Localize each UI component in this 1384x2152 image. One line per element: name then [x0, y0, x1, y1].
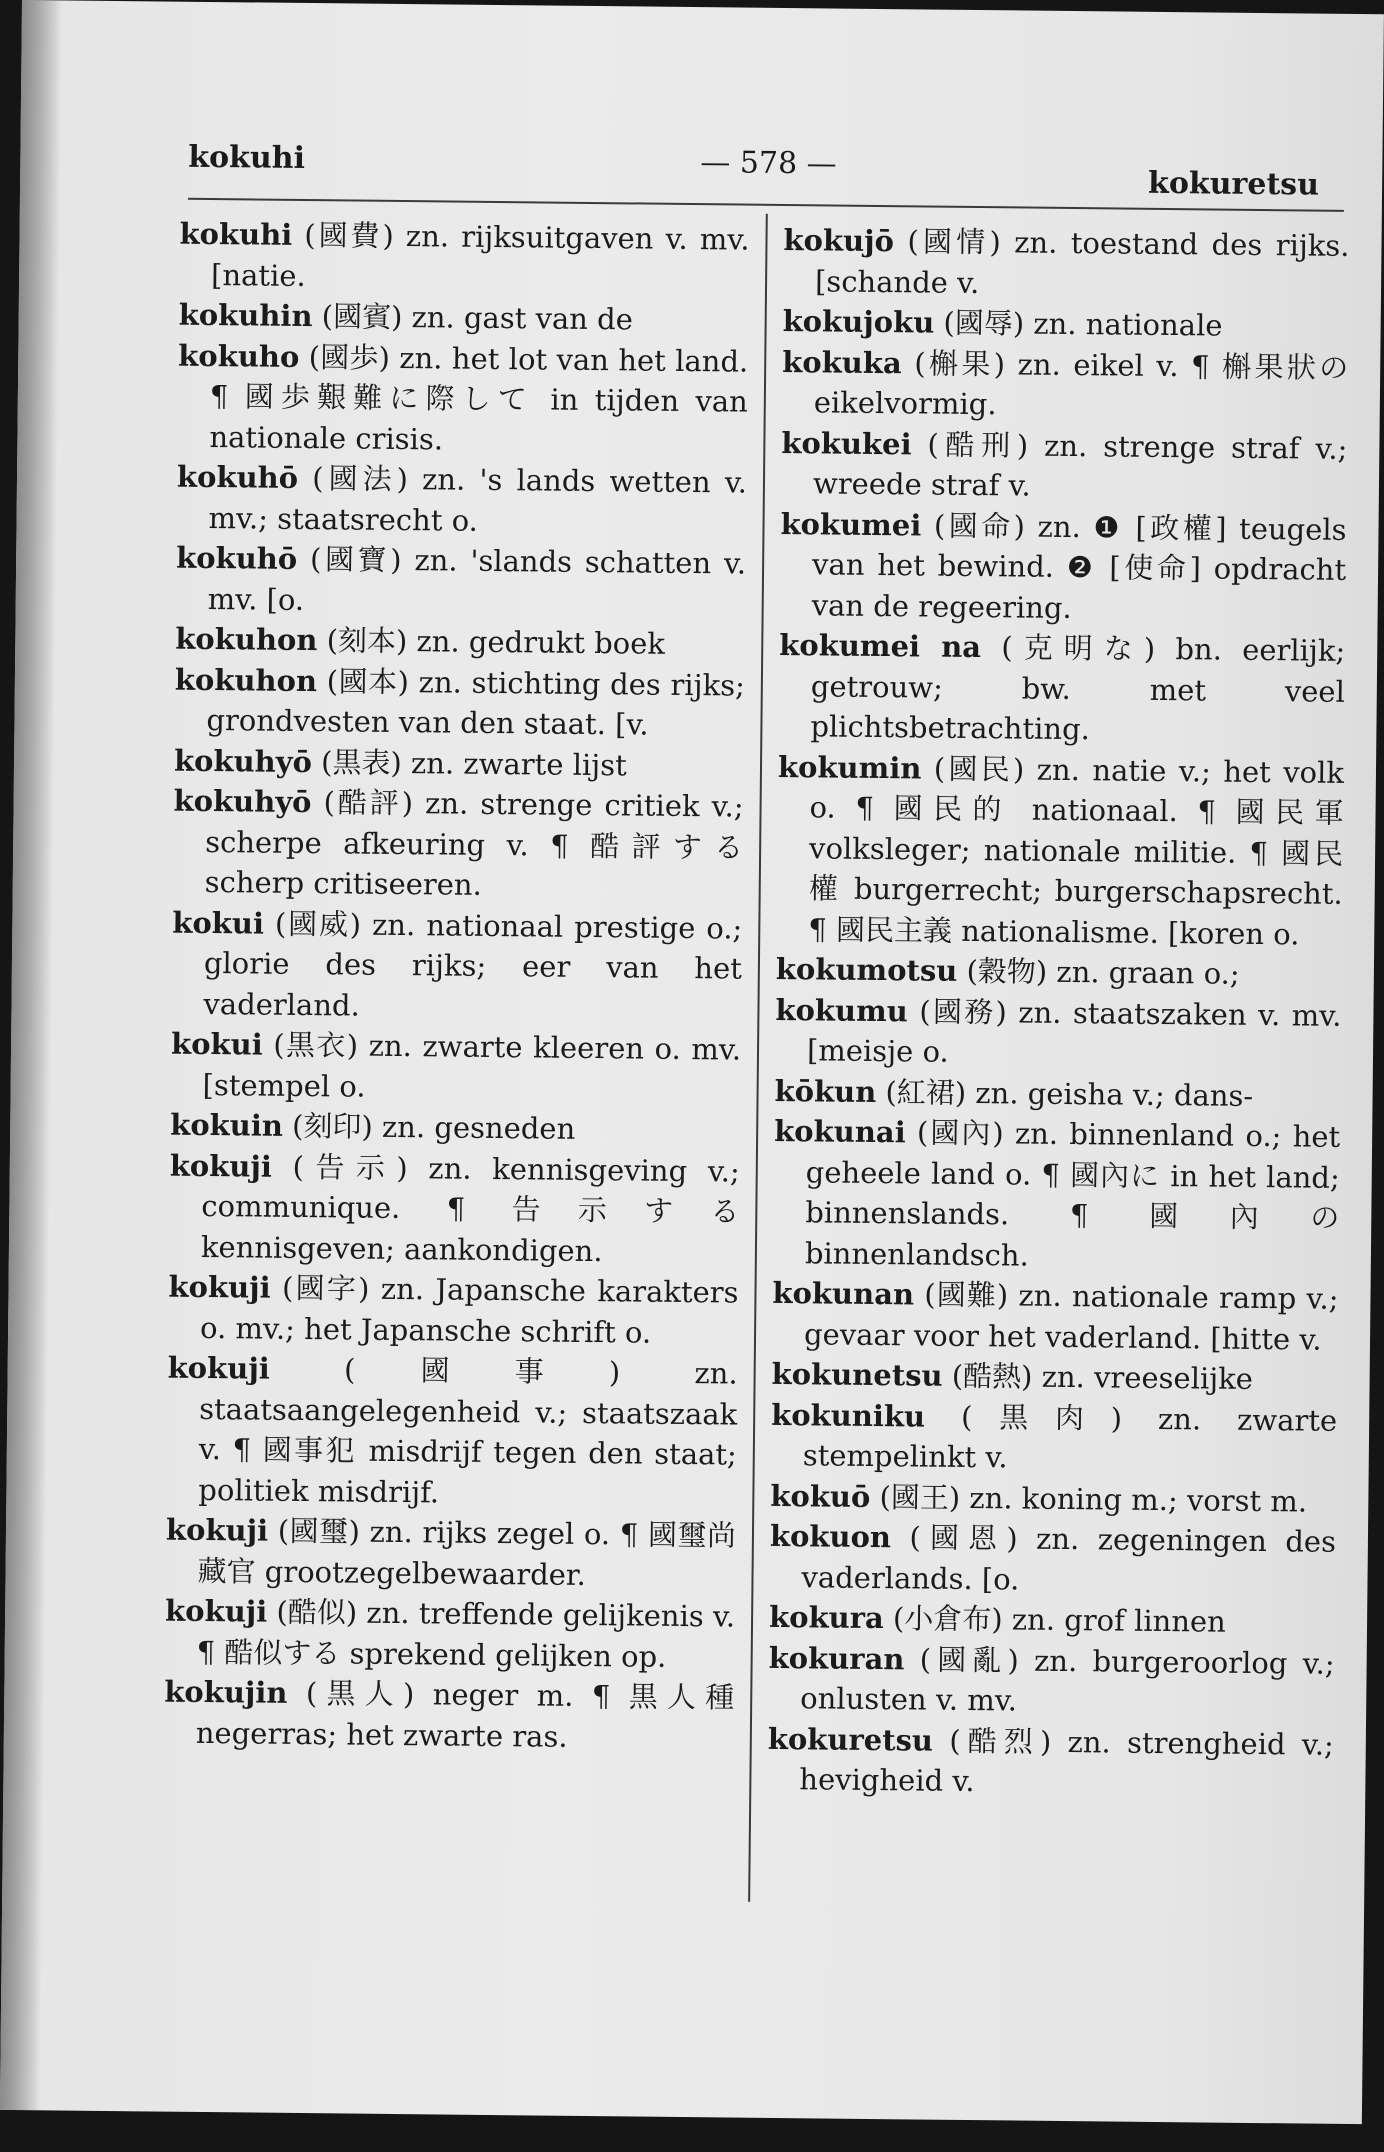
entry-definition: (黒人) neger m. ¶ 黒人種 negerras; het zwarte ras. — [195, 1675, 735, 1754]
entry-definition: (國亂) zn. burgeroorlog v.; onlusten v. mv. — [800, 1641, 1335, 1718]
entry-definition: (小倉布) zn. grof linnen — [883, 1601, 1226, 1639]
dictionary-entry — [773, 1111, 1341, 1279]
entry-definition: (國王) zn. koning m.; vorst m. — [870, 1479, 1308, 1519]
entry-headword: kokui — [170, 1026, 263, 1062]
dictionary-entry — [769, 1516, 1336, 1603]
entry-headword: kokumei — [780, 506, 922, 542]
entry-headword: kokuniku — [771, 1397, 926, 1434]
entry-headword: kokuji — [164, 1593, 268, 1629]
dictionary-entry — [772, 1273, 1339, 1360]
dictionary-entry — [768, 1637, 1335, 1724]
entry-headword: kokuhon — [174, 662, 318, 698]
dictionary-entry — [169, 1145, 740, 1272]
right-column — [767, 220, 1350, 1805]
dictionary-entry — [175, 619, 745, 665]
entry-definition: (酷烈) zn. strengheid v.; hevigheid v. — [799, 1723, 1334, 1799]
left-column — [164, 214, 750, 1759]
dictionary-entry — [782, 341, 1349, 428]
entry-definition: (穀物) zn. graan o.; — [957, 953, 1240, 991]
entry-headword: kokunetsu — [771, 1356, 943, 1393]
entry-definition: (黒肉) zn. zwarte stempelinkt v. — [802, 1399, 1338, 1475]
entry-headword: kokui — [172, 905, 265, 941]
entry-definition: (酷熱) zn. vreeselijke — [942, 1358, 1254, 1396]
entry-definition: (國務) zn. staatszaken v. mv. [meisje o. — [806, 993, 1342, 1069]
entry-headword: kokunan — [772, 1275, 915, 1312]
entry-headword: kokuho — [178, 338, 300, 374]
entry-definition: (國賓) zn. gast van de — [312, 299, 634, 337]
entry-headword: kokuhin — [178, 297, 313, 334]
entry-definition: (黒表) zn. zwarte lijst — [311, 744, 627, 782]
right-running-headword: kokuretsu — [1147, 165, 1320, 203]
entry-headword: kokumu — [775, 992, 909, 1028]
dictionary-entry — [164, 1672, 735, 1759]
entry-headword: kokumotsu — [775, 951, 958, 988]
entry-headword: kokuji — [167, 1350, 270, 1386]
dictionary-entry — [177, 335, 748, 462]
dictionary-entry — [165, 1510, 736, 1597]
entry-headword: kokuhi — [179, 216, 293, 252]
dictionary-entry — [775, 989, 1342, 1076]
entry-definition: (國難) zn. nationale ramp v.; gevaar voor het vaderland. [hitte v. — [803, 1277, 1339, 1357]
entry-definition: (國法) zn. 's lands wetten v. mv.; staatsrecht o. — [208, 460, 748, 538]
dictionary-entry — [176, 457, 747, 544]
entry-headword: kokuretsu — [767, 1721, 934, 1758]
entry-definition: (國情) zn. toestand des rijks. [schande v. — [814, 224, 1350, 300]
entry-definition: (國內) zn. binnenland o.; het geheele land o. ¶ 國內に in het land; binnenslands. ¶ 國內の binnenlandsch. — [804, 1115, 1341, 1273]
entry-definition: (國本) zn. stichting des rijks; grondvesten van den staat. [v. — [206, 663, 746, 742]
dictionary-entry — [779, 503, 1346, 630]
entry-definition: (國恩) zn. zegeningen des vaderlands. [o. — [801, 1520, 1337, 1597]
entry-headword: kokukei — [781, 425, 912, 461]
entry-definition: (國字) zn. Japansche karakters o. mv.; het Japansche schrift o. — [199, 1270, 739, 1350]
entry-definition: (國歩) zn. het lot van het land. ¶ 國歩艱難に際して in tijden van nationale crisis. — [209, 339, 749, 456]
entry-headword: kōkun — [774, 1073, 877, 1109]
entry-headword: kokunai — [774, 1113, 906, 1150]
dictionary-entry — [168, 1267, 739, 1354]
entry-definition: (國威) zn. nationaal prestige o.; glorie des rijks; eer van het vaderland. — [203, 906, 743, 1023]
dictionary-entry — [170, 1024, 741, 1111]
entry-headword: kokujō — [783, 222, 895, 259]
entry-definition: (國璽) zn. rijks zegel o. ¶ 國璽尚藏官 grootzegelbewaarder. — [197, 1513, 737, 1592]
entry-headword: kokuji — [169, 1148, 273, 1184]
dictionary-entry — [770, 1475, 1336, 1521]
entry-headword: kokuhyō — [173, 783, 312, 820]
entry-headword: kokujin — [164, 1674, 288, 1710]
entry-definition: (黒衣) zn. zwarte kleeren o. mv. [stempel o. — [202, 1027, 742, 1104]
entry-definition: (告示) zn. kennisgeving v.; communique. ¶ 告示する kennisgeven; aankondigen. — [200, 1149, 740, 1268]
entry-headword: kokuhyō — [173, 743, 313, 779]
dictionary-entry — [174, 740, 744, 786]
dictionary-entry — [166, 1348, 738, 1516]
entry-definition: (酷評) zn. strenge critiek v.; scherpe afkeuring v. ¶ 酷評する scherp critiseeren. — [204, 785, 744, 902]
entry-headword: kokumei na — [779, 627, 982, 665]
entry-headword: kokujoku — [782, 303, 935, 340]
entry-definition: (紅裙) zn. geisha v.; dans- — [876, 1074, 1254, 1113]
dictionary-entry — [783, 220, 1350, 307]
entry-definition: (國寶) zn. 'slands schatten v. mv. [o. — [207, 541, 747, 617]
dictionary-entry — [767, 1718, 1334, 1805]
entry-headword: kokuin — [170, 1107, 284, 1143]
entry-headword: kokuji — [168, 1269, 271, 1305]
left-running-headword: kokuhi — [188, 139, 306, 176]
entry-definition: (國費) zn. rijksuitgaven v. mv. [natie. — [210, 217, 750, 293]
column-divider — [748, 214, 768, 1902]
entry-headword: kokumin — [777, 749, 922, 785]
entry-definition: (酷刑) zn. strenge straf v.; wreede straf v. — [812, 426, 1348, 503]
dictionary-entry — [173, 781, 744, 908]
dictionary-entry — [178, 295, 748, 341]
entry-headword: kokuhon — [175, 621, 318, 658]
dictionary-entry — [776, 949, 1342, 995]
entry-headword: kokuka — [782, 344, 902, 380]
dictionary-entry — [776, 746, 1344, 954]
entry-definition: (刻本) zn. gedrukt boek — [317, 623, 666, 661]
dictionary-entry — [171, 902, 742, 1029]
entry-definition: (酷似) zn. treffende gelijkenis v. ¶ 酷似する sprekend gelijken op. — [196, 1594, 736, 1674]
dictionary-entry — [771, 1394, 1338, 1481]
entry-definition: (刻印) zn. gesneden — [282, 1108, 576, 1146]
page-header — [20, 130, 1383, 204]
dictionary-entry — [179, 214, 750, 301]
dictionary-entry — [781, 422, 1348, 509]
dictionary-entry — [782, 301, 1348, 347]
entry-definition: (國事) zn. staatsaangelegenheid v.; staatszaak v. ¶ 國事犯 misdrijf tegen den staat; politiek misdrijf. — [198, 1351, 738, 1509]
entry-headword: kokura — [768, 1599, 884, 1636]
entry-definition: (槲果) zn. eikel v. ¶ 槲果狀の eikelvormig. — [813, 345, 1349, 422]
entry-headword: kokuji — [165, 1512, 269, 1548]
entry-headword: kokuran — [768, 1640, 905, 1676]
entry-headword: kokuhō — [175, 540, 298, 576]
dictionary-entry — [165, 1591, 736, 1678]
entry-definition: (國民) zn. natie v.; het volk o. ¶ 國民的 nationaal. ¶ 國民軍 volksleger; nationale militie. ¶ 國民權 burgerrecht; burgerschapsrecht. ¶ 國民主義 nationalisme. [koren o. — [808, 750, 1345, 951]
dictionary-entry — [774, 1070, 1340, 1116]
dictionary-entry — [771, 1354, 1337, 1400]
dictionary-entry — [769, 1597, 1335, 1643]
entry-definition: (國辱) zn. nationale — [934, 305, 1223, 343]
entry-headword: kokuhō — [176, 459, 299, 495]
page-number: — 578 — — [700, 145, 837, 182]
dictionary-entry — [176, 538, 747, 625]
dictionary-entry — [778, 625, 1345, 752]
entry-headword: kokuō — [770, 1478, 871, 1514]
dictionary-entry — [174, 659, 745, 746]
entry-definition: (國命) zn. ❶ [政權] teugels van het bewind. ❷ [使命] opdracht van de regeering. — [811, 507, 1347, 625]
entry-definition: (克明な) bn. eerlijk; getrouw; bw. met veel plichtsbetrachting. — [810, 630, 1346, 747]
dictionary-entry — [170, 1105, 740, 1151]
page-gutter-shadow — [0, 0, 62, 2110]
entry-headword: kokuon — [769, 1518, 892, 1555]
